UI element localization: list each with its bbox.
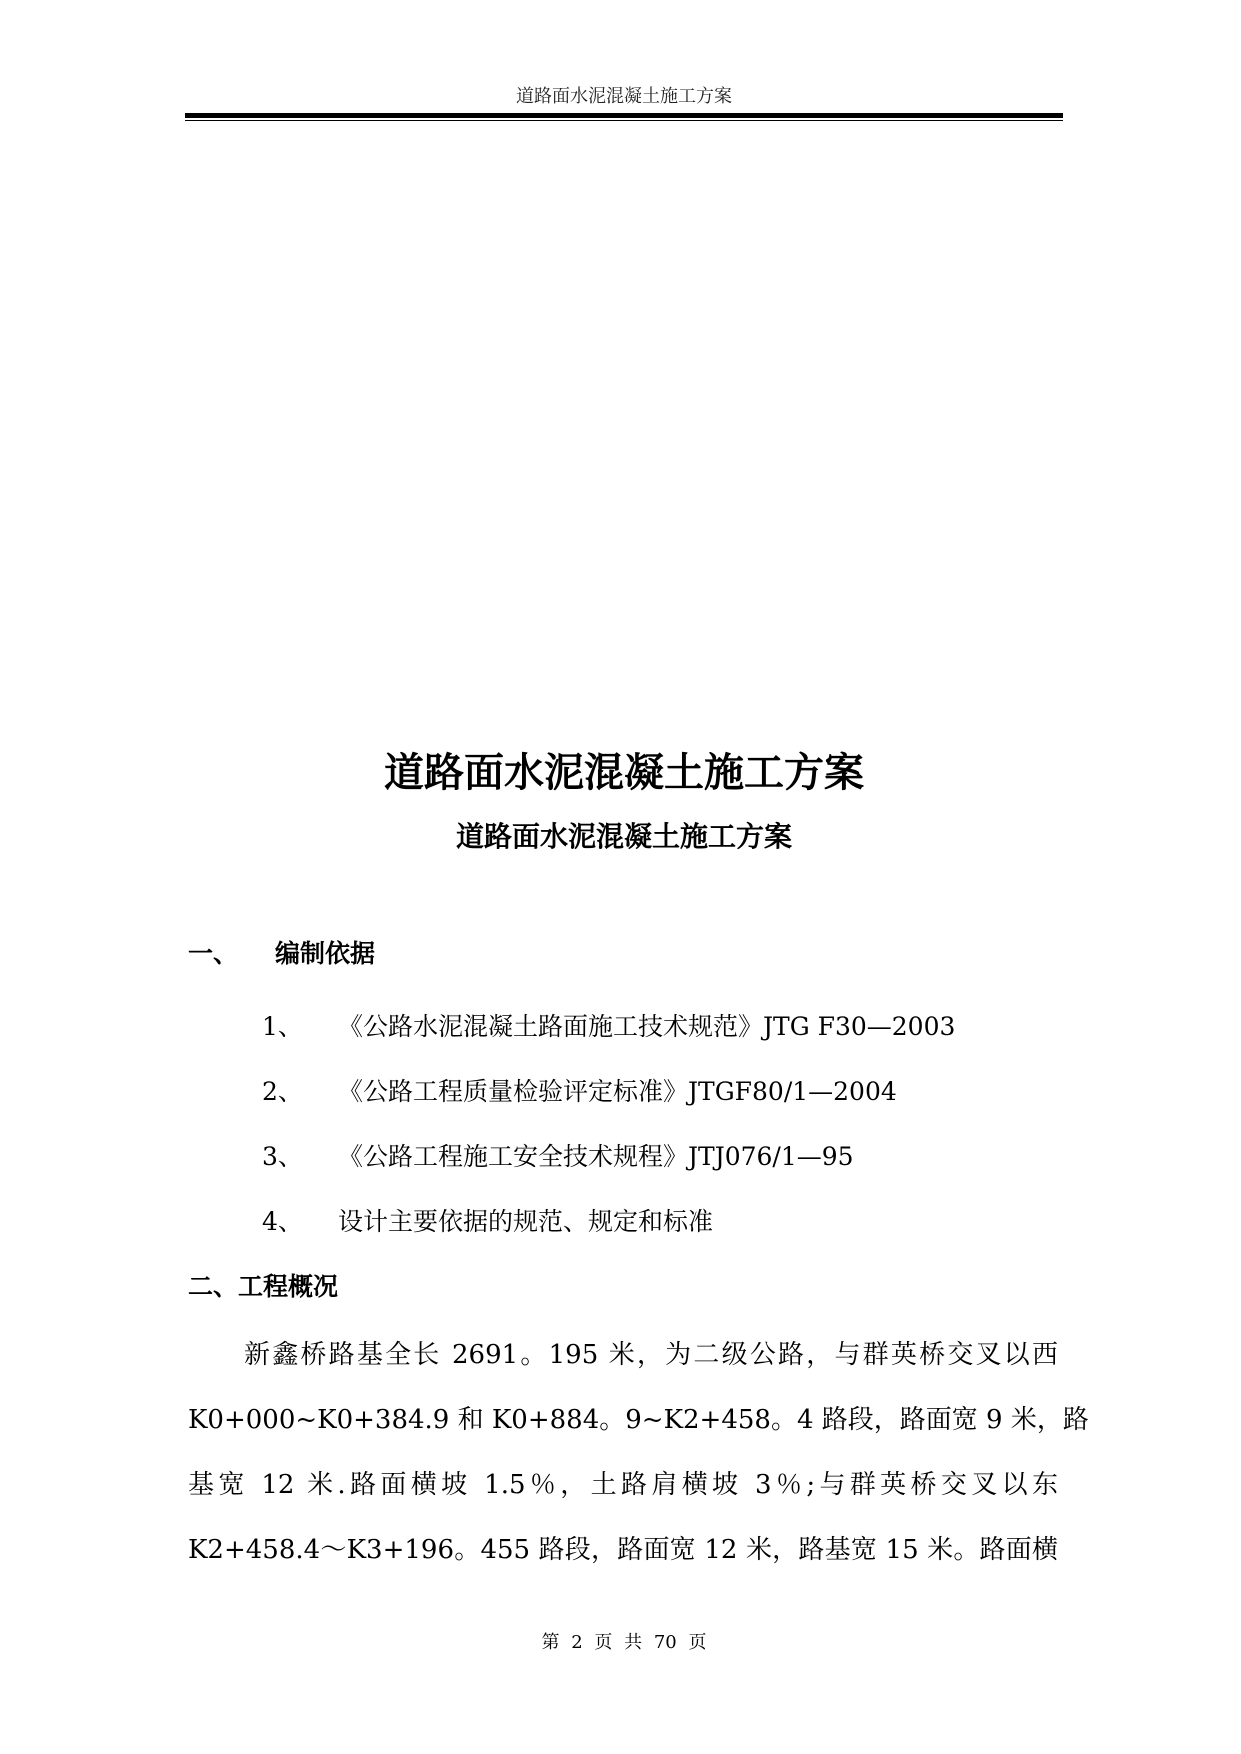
list-item-number: 3、 bbox=[262, 1142, 303, 1171]
list-item-text: 设计主要依据的规范、规定和标准 bbox=[338, 1207, 714, 1236]
list-item-number: 1、 bbox=[262, 1012, 303, 1041]
section-1-heading: 编制依据 bbox=[275, 939, 376, 968]
page-number-footer: 第 2 页 共 70 页 bbox=[541, 1632, 707, 1653]
list-item-number: 4、 bbox=[262, 1207, 303, 1236]
header-rule-thick bbox=[185, 113, 1063, 118]
section-1-number: 一、 bbox=[188, 939, 239, 968]
paragraph-line: 基宽 12 米.路面横坡 1.5％，土路肩横坡 3％;与群英桥交叉以东 bbox=[188, 1470, 1058, 1500]
running-header: 道路面水泥混凝土施工方案 bbox=[516, 86, 732, 107]
list-item-text: 《公路水泥混凝土路面施工技术规范》JTG F30—2003 bbox=[338, 1012, 956, 1041]
paragraph-line: 新鑫桥路基全长 2691。195 米，为二级公路，与群英桥交叉以西 bbox=[244, 1340, 1058, 1370]
paragraph-line: K0+000~K0+384.9 和 K0+884。9~K2+458。4 路段，路面宽 9 米，路 bbox=[188, 1405, 1089, 1435]
list-item-text: 《公路工程质量检验评定标准》JTGF80/1—2004 bbox=[338, 1077, 897, 1106]
section-2-heading: 二、工程概况 bbox=[188, 1272, 339, 1301]
header-rule-thin bbox=[185, 120, 1063, 121]
paragraph-line: K2+458.4～K3+196。455 路段，路面宽 12 米，路基宽 15 米。路面横 bbox=[188, 1535, 1058, 1565]
list-item-number: 2、 bbox=[262, 1077, 303, 1106]
document-title: 道路面水泥混凝土施工方案 bbox=[384, 750, 864, 796]
list-item-text: 《公路工程施工安全技术规程》JTJ076/1—95 bbox=[338, 1142, 854, 1171]
document-subtitle: 道路面水泥混凝土施工方案 bbox=[455, 820, 792, 853]
